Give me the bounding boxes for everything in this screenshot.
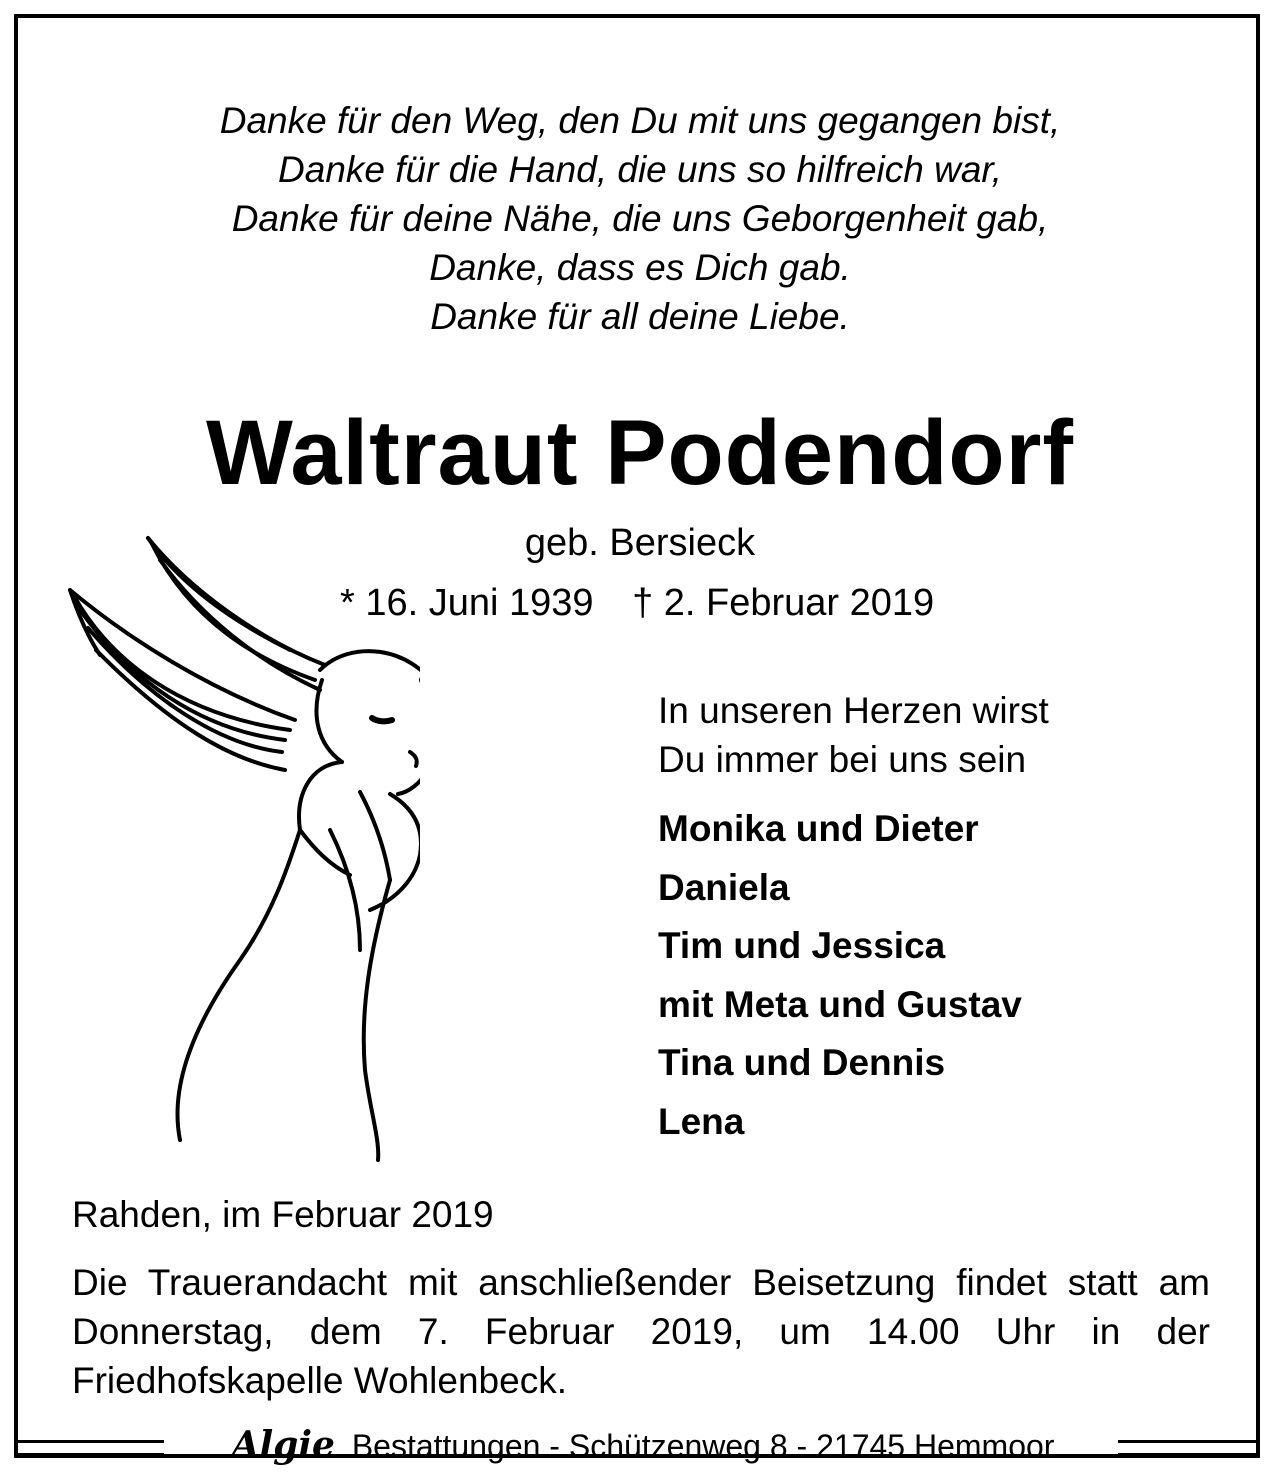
mourners-list bbox=[658, 800, 1022, 1152]
mourner-name: Tim und Jessica bbox=[658, 925, 946, 967]
birth-name: geb. Bersieck bbox=[524, 522, 756, 564]
poem-line: Danke für die Hand, die uns so hilfreich war, bbox=[278, 149, 1002, 190]
funeral-home-address: Bestattungen - Schützenweg 8 - 21745 Hemmoor bbox=[351, 1428, 1055, 1464]
tribute-text bbox=[658, 686, 1049, 784]
life-dates bbox=[340, 580, 960, 626]
mourner-name: Tina und Dennis bbox=[658, 1042, 946, 1084]
service-info: Die Trauerandacht mit anschließender Beisetzung findet statt am Donnerstag, dem 7. Februar 2019, um 14.00 Uhr in der Friedhofskapelle Wohlenbeck. bbox=[72, 1262, 1210, 1401]
death-date: † 2. Februar 2019 bbox=[632, 582, 935, 624]
birth-date: * 16. Juni 1939 bbox=[340, 582, 594, 624]
mourner-name: mit Meta und Gustav bbox=[658, 983, 1022, 1025]
poem-line: Danke für all deine Liebe. bbox=[430, 296, 850, 337]
deceased-name: Waltraut Podendorf bbox=[205, 402, 1075, 504]
footer-content bbox=[168, 1424, 1118, 1467]
footer bbox=[0, 1420, 1280, 1472]
funeral-home-logo: Algie bbox=[231, 1424, 335, 1466]
poem-line: Danke für den Weg, den Du mit uns gegangen bist, bbox=[219, 100, 1061, 141]
footer-rule-right bbox=[1118, 1440, 1256, 1456]
tribute-line: In unseren Herzen wirst bbox=[658, 690, 1049, 731]
poem-line: Danke für deine Nähe, die uns Geborgenheit gab, bbox=[231, 198, 1049, 239]
footer-rule-left bbox=[14, 1440, 164, 1456]
tribute-line: Du immer bei uns sein bbox=[658, 739, 1027, 780]
mourner-name: Daniela bbox=[658, 866, 790, 908]
mourner-name: Monika und Dieter bbox=[658, 808, 979, 849]
poem-line: Danke, dass es Dich gab. bbox=[429, 247, 851, 288]
place-and-date: Rahden, im Februar 2019 bbox=[72, 1194, 494, 1235]
angel-drawing-icon bbox=[60, 530, 420, 1170]
mourner-name: Lena bbox=[658, 1100, 745, 1142]
poem bbox=[0, 96, 1280, 341]
